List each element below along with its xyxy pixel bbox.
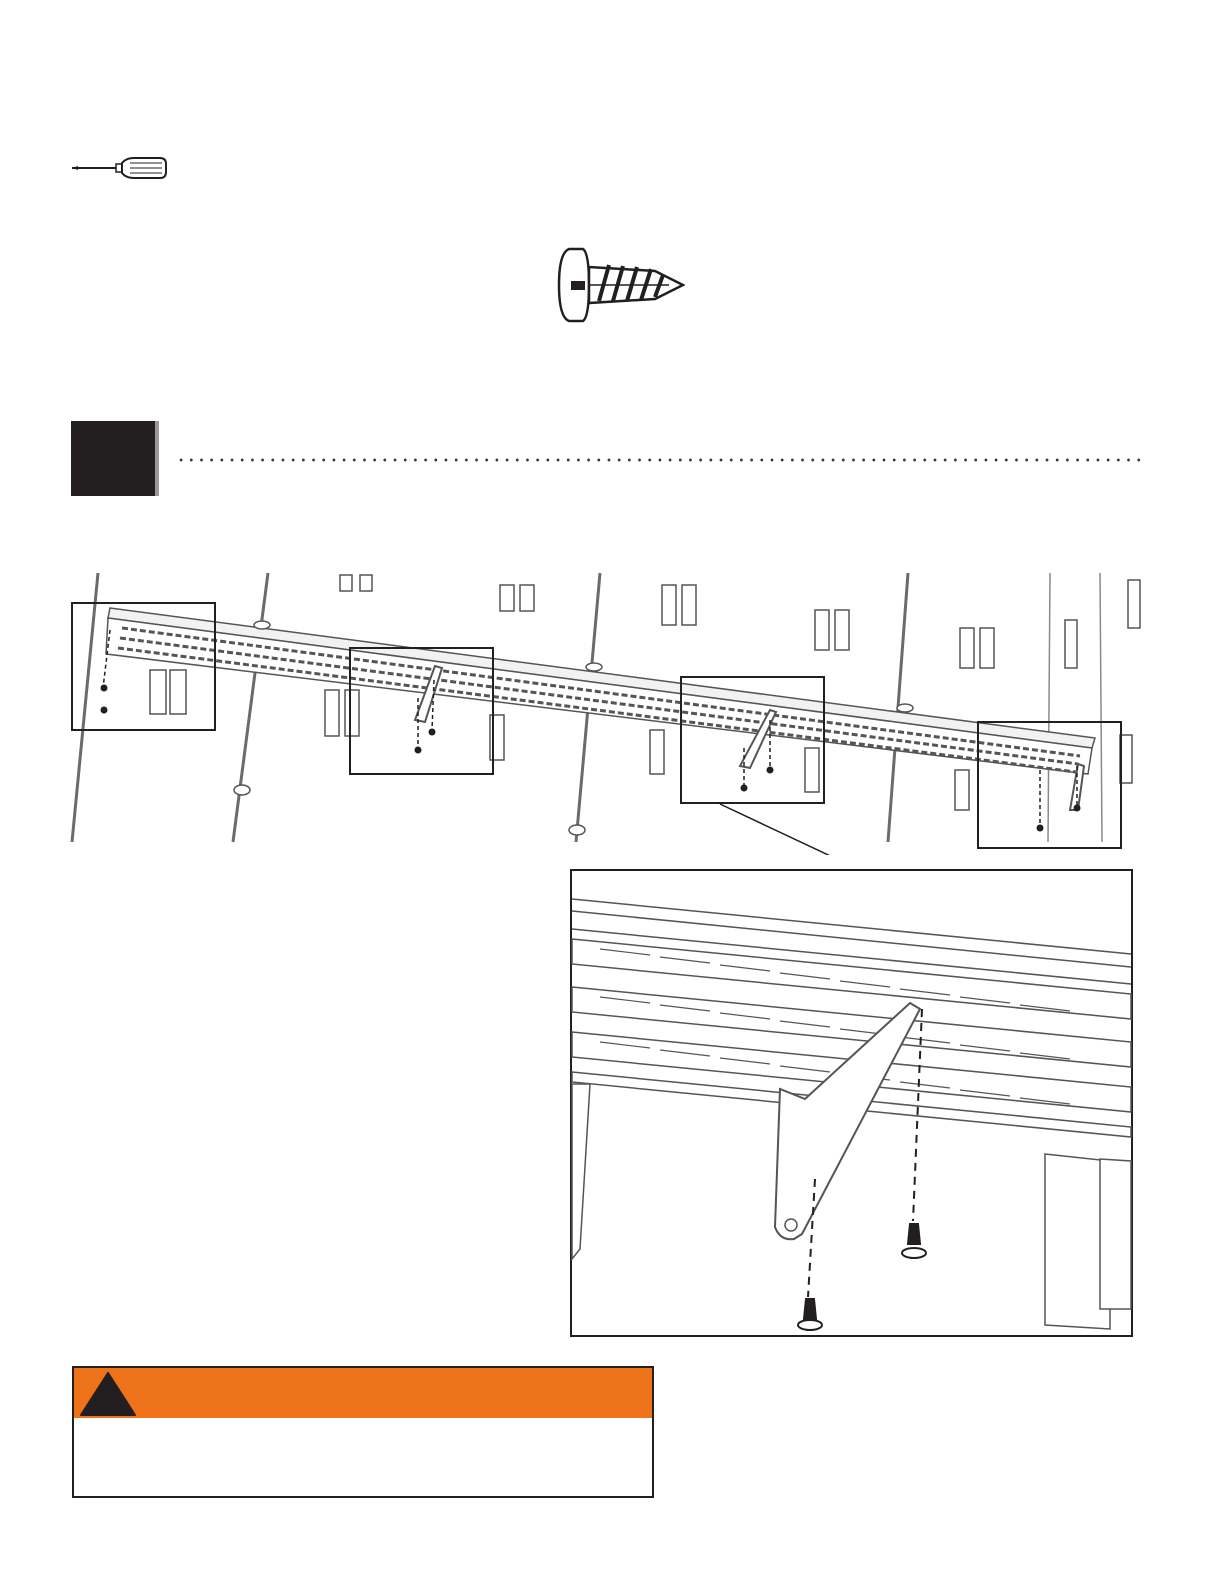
step-marker-shade (155, 421, 159, 496)
dotted-rule (176, 457, 1146, 463)
warning-box (72, 1366, 654, 1498)
step-marker (71, 421, 155, 496)
pan-head-screw-icon (555, 245, 685, 325)
warning-header-bar (74, 1368, 652, 1418)
warning-triangle-icon (79, 1371, 137, 1417)
shelf-installation-overview (70, 570, 1150, 855)
screwdriver-icon (70, 155, 170, 181)
bracket-screw-detail (570, 869, 1133, 1337)
